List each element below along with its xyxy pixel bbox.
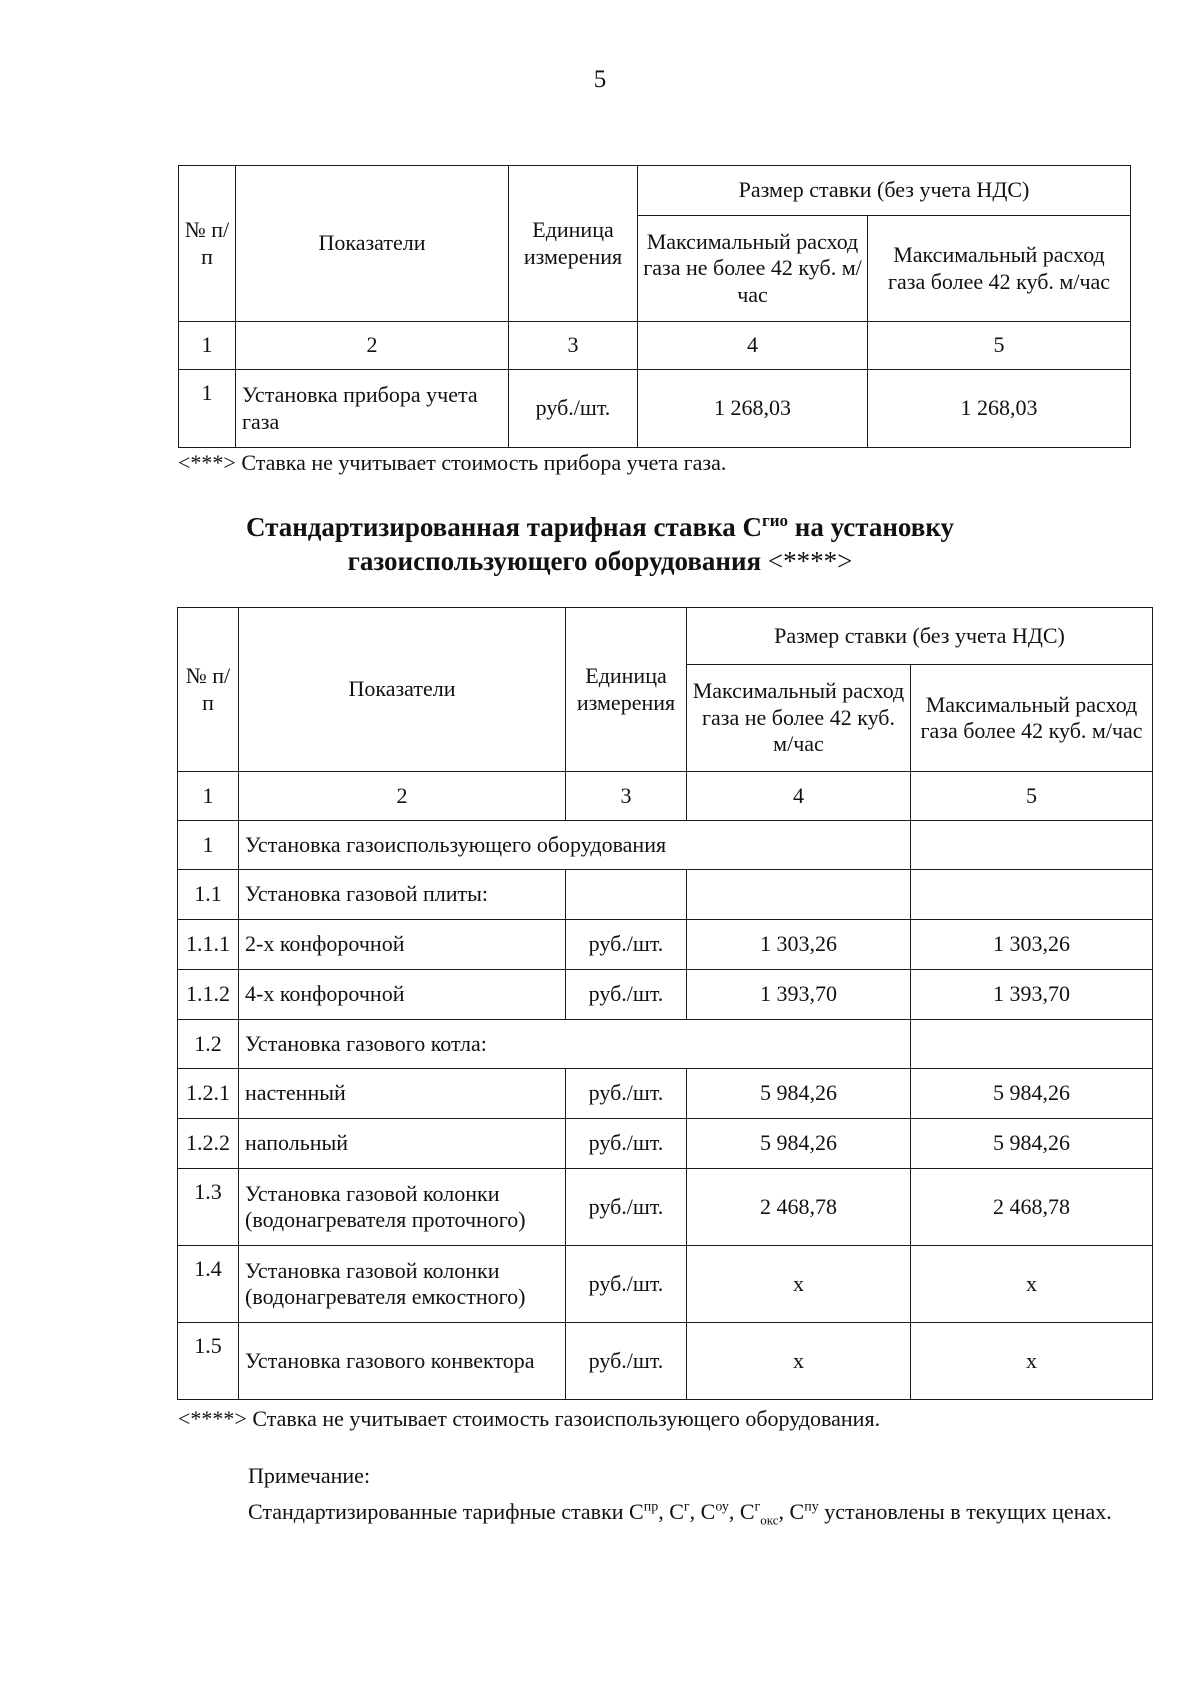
row-low: 1 268,03 — [638, 370, 868, 448]
row-unit: руб./шт. — [566, 1169, 687, 1246]
table-row — [178, 1323, 1153, 1400]
gas-equipment-table — [177, 607, 1153, 1400]
group-row — [178, 870, 1153, 920]
row-unit: руб./шт. — [566, 1246, 687, 1323]
header-col-low: Максимальный расход газа не более 42 куб. м/час — [687, 665, 911, 772]
header-unit: Единица измерения — [566, 608, 687, 772]
header-indicator: Показатели — [239, 608, 566, 772]
row-low: 5 984,26 — [687, 1069, 911, 1119]
table-row — [179, 370, 1131, 448]
row-num: 1.1.1 — [178, 920, 239, 970]
group-row — [178, 1020, 1153, 1069]
col-number: 4 — [687, 772, 911, 821]
header-rate-group: Размер ставки (без учета НДС) — [638, 166, 1131, 216]
col-number: 3 — [566, 772, 687, 821]
table-row — [178, 1169, 1153, 1246]
row-num: 1 — [178, 821, 239, 870]
table-row — [178, 920, 1153, 970]
section-heading-line1: Стандартизированная тарифная ставка $С^{гио}$ на установку — [245, 511, 954, 542]
row-num: 1.2.2 — [178, 1119, 239, 1169]
col-number: 1 — [179, 322, 236, 370]
row-unit: руб./шт. — [566, 920, 687, 970]
row-num: 1.2 — [178, 1020, 239, 1069]
row-unit: руб./шт. — [566, 1323, 687, 1400]
row-num: 1.5 — [178, 1323, 239, 1400]
table-row — [178, 1119, 1153, 1169]
row-high: 1 303,26 — [911, 920, 1153, 970]
row-num: 1.2.1 — [178, 1069, 239, 1119]
table-row — [178, 1069, 1153, 1119]
section-heading-line2: газоиспользующего оборудования <****> — [347, 546, 853, 576]
row-high: х — [911, 1246, 1153, 1323]
row-high: 2 468,78 — [911, 1169, 1153, 1246]
row-low: 1 393,70 — [687, 970, 911, 1020]
table-row — [178, 970, 1153, 1020]
row-low: х — [687, 1246, 911, 1323]
row-name: Установка газового конвектора — [239, 1323, 566, 1400]
row-num: 1.1 — [178, 870, 239, 920]
col-number: 3 — [509, 322, 638, 370]
note-text: Стандартизированные тарифные ставки $С^{пр}$, $С^г$, $С^{оу}$, $С^г_{окс}$, $С^{пу}$ установлены в текущих ценах. — [248, 1499, 1112, 1528]
header-unit: Единица измерения — [509, 166, 638, 322]
header-num: № п/п — [179, 166, 236, 322]
row-name: напольный — [239, 1119, 566, 1169]
header-num: № п/п — [178, 608, 239, 772]
row-empty — [566, 870, 687, 920]
row-name: Установка газовой колонки (водонагревателя емкостного) — [239, 1246, 566, 1323]
table-row — [178, 1246, 1153, 1323]
col-number: 1 — [178, 772, 239, 821]
row-high: х — [911, 1323, 1153, 1400]
column-number-row — [178, 772, 1153, 821]
row-low: 2 468,78 — [687, 1169, 911, 1246]
row-name: настенный — [239, 1069, 566, 1119]
row-high: 5 984,26 — [911, 1119, 1153, 1169]
row-unit: руб./шт. — [509, 370, 638, 448]
row-num: 1.4 — [178, 1246, 239, 1323]
row-low: 1 303,26 — [687, 920, 911, 970]
row-high: 1 393,70 — [911, 970, 1153, 1020]
header-rate-group: Размер ставки (без учета НДС) — [687, 608, 1153, 665]
page-number: 5 — [593, 66, 607, 93]
col-number: 5 — [868, 322, 1131, 370]
col-number: 5 — [911, 772, 1153, 821]
row-high: 5 984,26 — [911, 1069, 1153, 1119]
header-col-low: Максимальный расход газа не более 42 куб. м/час — [638, 216, 868, 322]
row-name: 2-х конфорочной — [239, 920, 566, 970]
col-number: 4 — [638, 322, 868, 370]
row-empty — [687, 870, 911, 920]
row-unit: руб./шт. — [566, 1069, 687, 1119]
header-col-high: Максимальный расход газа более 42 куб. м/час — [868, 216, 1131, 322]
row-name: Установка газовой плиты: — [239, 870, 566, 920]
row-empty — [911, 1020, 1153, 1069]
header-col-high: Максимальный расход газа более 42 куб. м/час — [911, 665, 1153, 772]
row-num: 1.1.2 — [178, 970, 239, 1020]
row-name: Установка газовой колонки (водонагревателя проточного) — [239, 1169, 566, 1246]
col-number: 2 — [236, 322, 509, 370]
col-number: 2 — [239, 772, 566, 821]
note-title: Примечание: — [248, 1463, 371, 1488]
row-unit: руб./шт. — [566, 970, 687, 1020]
row-empty — [911, 821, 1153, 870]
row-num: 1 — [179, 370, 236, 448]
row-name: 4-х конфорочной — [239, 970, 566, 1020]
row-name: Установка газового котла: — [239, 1020, 911, 1069]
row-low: 5 984,26 — [687, 1119, 911, 1169]
row-low: х — [687, 1323, 911, 1400]
header-indicator: Показатели — [236, 166, 509, 322]
row-empty — [911, 870, 1153, 920]
footnote-meter: <***> Ставка не учитывает стоимость прибора учета газа. — [178, 450, 727, 475]
meter-installation-table — [178, 165, 1131, 448]
row-num: 1.3 — [178, 1169, 239, 1246]
row-name: Установка прибора учета газа — [236, 370, 509, 448]
row-unit: руб./шт. — [566, 1119, 687, 1169]
footnote-equipment: <****> Ставка не учитывает стоимость газоиспользующего оборудования. — [178, 1406, 881, 1431]
column-number-row — [179, 322, 1131, 370]
section-row — [178, 821, 1153, 870]
row-name: Установка газоиспользующего оборудования — [239, 821, 911, 870]
row-high: 1 268,03 — [868, 370, 1131, 448]
